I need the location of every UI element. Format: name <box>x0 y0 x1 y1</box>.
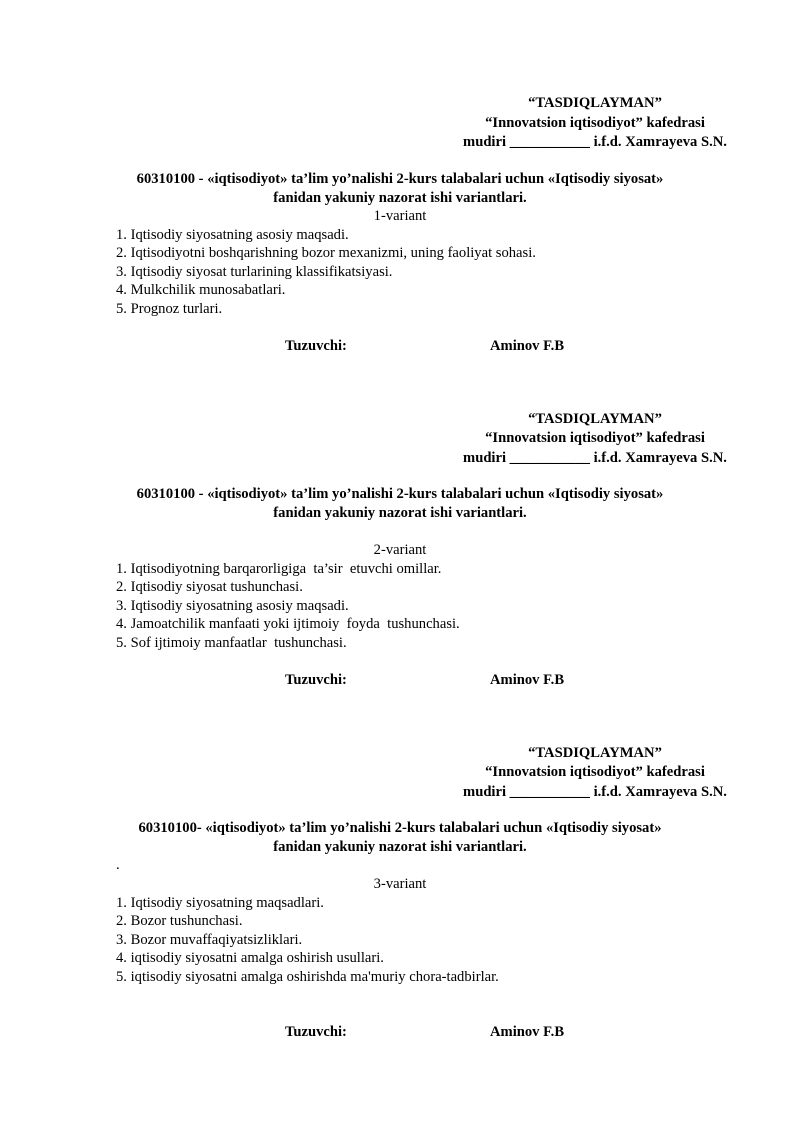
approval-heading: “TASDIQLAYMAN” <box>528 95 662 111</box>
question-item: 1. Iqtisodiy siyosatning asosiy maqsadi. <box>116 227 349 243</box>
question-item: 4. Mulkchilik munosabatlari. <box>116 282 286 298</box>
compiler-label: Tuzuvchi: <box>285 672 347 688</box>
question-item: 3. Bozor muvaffaqiyatsizliklari. <box>116 932 303 948</box>
compiler-label: Tuzuvchi: <box>285 338 347 354</box>
question-item: 3. Iqtisodiy siyosat turlarining klassifikatsiyasi. <box>116 264 393 280</box>
variant-label: 1-variant <box>373 208 427 224</box>
compiler-name: Aminov F.B <box>490 338 565 354</box>
question-item: 4. iqtisodiy siyosatni amalga oshirish usullari. <box>116 950 384 966</box>
stray-period-mark: . <box>116 857 120 873</box>
question-item: 2. Iqtisodiyotni boshqarishning bozor mexanizmi, uning faoliyat sohasi. <box>116 245 536 261</box>
question-item: 3. Iqtisodiy siyosatning asosiy maqsadi. <box>116 598 349 614</box>
document-title-line2: fanidan yakuniy nazorat ishi variantlari. <box>273 839 527 855</box>
question-item: 5. iqtisodiy siyosatni amalga oshirishda ma'muriy chora-tadbirlar. <box>116 969 499 985</box>
question-item: 5. Sof ijtimoiy manfaatlar tushunchasi. <box>116 635 347 651</box>
variant-label: 2-variant <box>373 542 427 558</box>
approval-head-signature: mudiri ___________ i.f.d. Xamrayeva S.N. <box>463 784 727 800</box>
approval-department: “Innovatsion iqtisodiyot” kafedrasi <box>485 430 705 446</box>
approval-heading: “TASDIQLAYMAN” <box>528 411 662 427</box>
question-item: 1. Iqtisodiy siyosatning maqsadlari. <box>116 895 324 911</box>
compiler-name: Aminov F.B <box>490 1024 565 1040</box>
document-title-line1: 60310100 - «iqtisodiyot» ta’lim yo’nalishi 2-kurs talabalari uchun «Iqtisodiy siyosat» <box>136 171 664 187</box>
approval-head-signature: mudiri ___________ i.f.d. Xamrayeva S.N. <box>463 450 727 466</box>
question-item: 5. Prognoz turlari. <box>116 301 223 317</box>
approval-department: “Innovatsion iqtisodiyot” kafedrasi <box>485 115 705 131</box>
approval-head-signature: mudiri ___________ i.f.d. Xamrayeva S.N. <box>463 134 727 150</box>
question-item: 1. Iqtisodiyotning barqarorligiga ta’sir etuvchi omillar. <box>116 561 442 577</box>
document-title-line1: 60310100 - «iqtisodiyot» ta’lim yo’nalishi 2-kurs talabalari uchun «Iqtisodiy siyosat» <box>136 486 664 502</box>
document-title-line2: fanidan yakuniy nazorat ishi variantlari. <box>273 505 527 521</box>
document-title-line1: 60310100- «iqtisodiyot» ta’lim yo’nalishi 2-kurs talabalari uchun «Iqtisodiy siyosat» <box>138 820 662 836</box>
compiler-name: Aminov F.B <box>490 672 565 688</box>
question-item: 4. Jamoatchilik manfaati yoki ijtimoiy foyda tushunchasi. <box>116 616 460 632</box>
question-item: 2. Iqtisodiy siyosat tushunchasi. <box>116 579 303 595</box>
compiler-label: Tuzuvchi: <box>285 1024 347 1040</box>
approval-department: “Innovatsion iqtisodiyot” kafedrasi <box>485 764 705 780</box>
document-title-line2: fanidan yakuniy nazorat ishi variantlari. <box>273 190 527 206</box>
approval-heading: “TASDIQLAYMAN” <box>528 745 662 761</box>
variant-label: 3-variant <box>373 876 427 892</box>
question-item: 2. Bozor tushunchasi. <box>116 913 243 929</box>
